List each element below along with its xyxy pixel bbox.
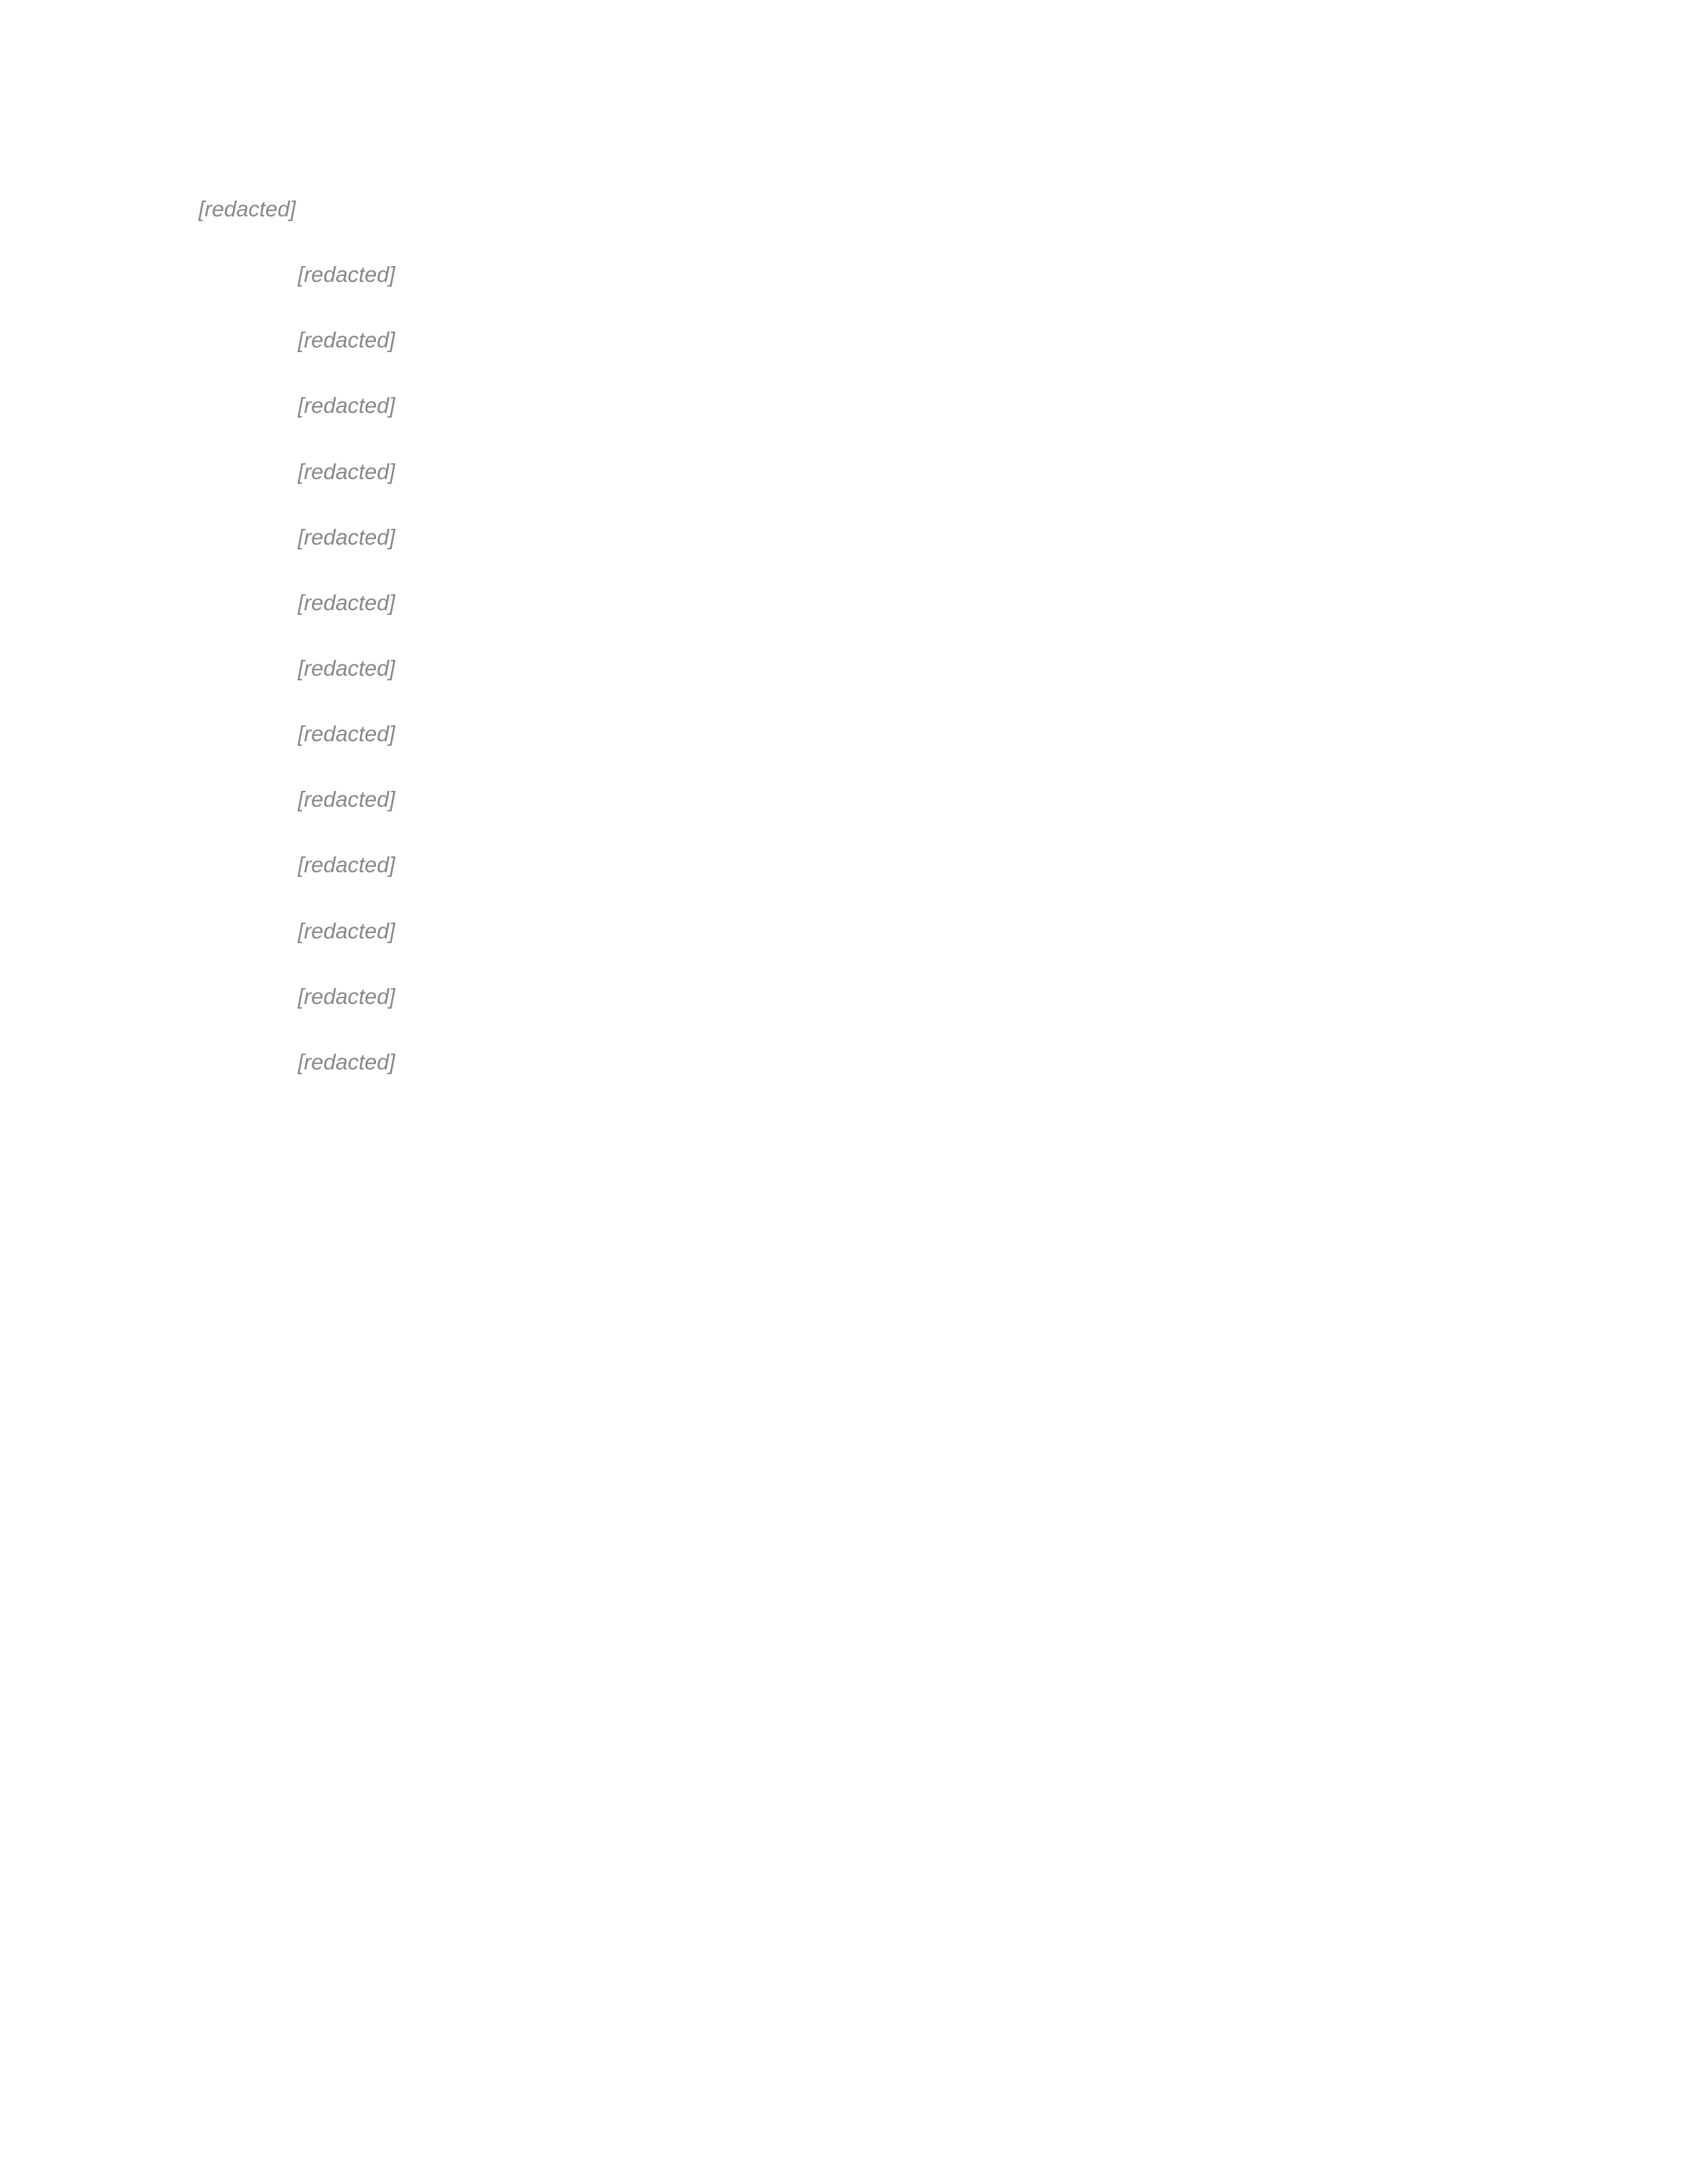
- paragraph-dialogue: [redacted]: [298, 524, 395, 549]
- paragraph-dialogue: [redacted]: [298, 721, 395, 747]
- paragraph-narration: [redacted]: [298, 655, 395, 680]
- paragraph-narration: [redacted]: [298, 262, 395, 287]
- paragraph-dialogue: [redacted]: [298, 328, 395, 353]
- paragraph-dialogue: [redacted]: [298, 590, 395, 615]
- paragraph-narration: [redacted]: [199, 197, 296, 221]
- paragraph-dialogue: [redacted]: [298, 983, 395, 1009]
- paragraph-dialogue: [redacted]: [298, 1049, 395, 1074]
- paragraph-narration: [redacted]: [298, 787, 395, 812]
- paragraph-dialogue: [redacted]: [298, 393, 395, 418]
- paragraph-thought: [redacted]: [298, 852, 395, 878]
- paragraph-narration: [redacted]: [298, 459, 395, 484]
- text-body: [199, 192, 1489, 1079]
- paragraph-narration: [redacted]: [298, 918, 395, 943]
